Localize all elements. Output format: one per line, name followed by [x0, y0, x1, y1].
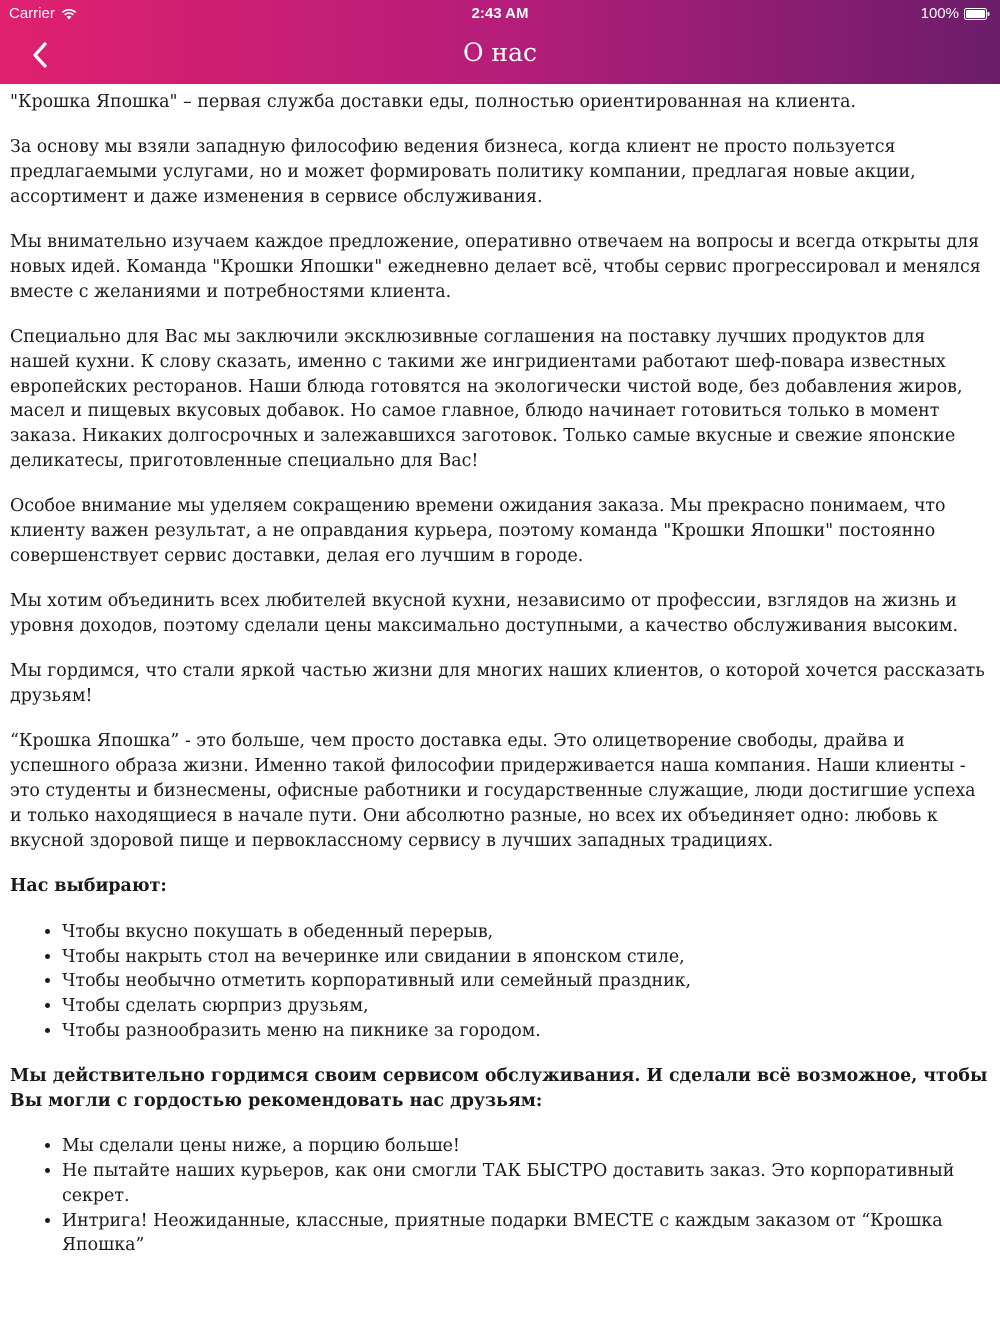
choose-heading: Нас выбирают: — [10, 875, 167, 896]
status-time: 2:43 AM — [471, 5, 529, 22]
list-item: • Чтобы сделать сюрприз друзьям, — [62, 994, 988, 1019]
paragraph-products: Специально для Вас мы заключили эксклюзивные соглашения на поставку лучших продуктов для нашей кухни. К слову сказать, именно с такими же ингридиентами работают шеф-повара известных европейских ресторанов. Наши блюда готовятся на экологически чистой воде, без добавления жиров, масел и пищевых вкусовых добавок. Но самое главное, блюдо начинает готовиться только в момент заказа. Никаких долгосрочных и залежавшихся заготовок. Только самые вкусные и свежие японские деликатесы, приготовленные специально для Вас! — [10, 327, 963, 472]
battery-info — [921, 5, 990, 22]
list-item: • Чтобы разнообразить меню на пикнике за городом. — [62, 1019, 988, 1044]
list-item: • Чтобы вкусно покушать в обеденный перерыв, — [62, 920, 988, 945]
paragraph-philosophy: За основу мы взяли западную философию ведения бизнеса, когда клиент не просто пользуется предлагаемыми услугами, но и может формировать политику компании, предлагая новые акции, ассортимент и даже изменения в сервисе обслуживания. — [10, 137, 916, 207]
paragraph-intro: "Крошка Япошка" – первая служба доставки еды, полностью ориентированная на клиента. — [10, 92, 857, 112]
proud-heading: Мы действительно гордимся своим сервисом обслуживания. И сделали всё возможное, чтобы Вы могли с гордостью рекомендовать нас друзьям: — [10, 1065, 988, 1111]
paragraph-ideas: Мы внимательно изучаем каждое предложение, оперативно отвечаем на вопросы и всегда открыты для новых идей. Команда "Крошки Япошки" ежедневно делает всё, чтобы сервис прогрессировал и менялся вместе с желаниями и потребностями клиента. — [10, 232, 981, 302]
list-item: • Чтобы необычно отметить корпоративный или семейный праздник, — [62, 969, 988, 994]
paragraph-delivery-time: Особое внимание мы уделяем сокращению времени ожидания заказа. Мы прекрасно понимаем, что клиенту важен результат, а не оправдания курьера, поэтому команда "Крошки Япошки" постоянно совершенствует сервис доставки, делая его лучшим в городе. — [10, 496, 946, 566]
paragraph-lifestyle: “Крошка Япошка” - это больше, чем просто доставка еды. Это олицетворение свободы, драйва и успешного образа жизни. Именно такой философии придерживается наша компания. Наши клиенты - это студенты и бизнесмены, офисные работники и государственные служащие, люди достигшие успеха и только находящиеся в начале пути. Они абсолютно разные, но всех их объединяет одно: любовь к вкусной здоровой пище и первоклассному сервису в лучших западных традициях. — [10, 731, 976, 851]
app-header — [0, 0, 1000, 84]
list-item: • Не пытайте наших курьеров, как они смогли ТАК БЫСТРО доставить заказ. Это корпоративный секрет. — [62, 1159, 988, 1209]
battery-icon — [964, 8, 990, 20]
proud-list — [10, 1134, 988, 1258]
about-content — [0, 84, 1000, 1258]
page-title: О нас — [462, 38, 537, 67]
paragraph-pride: Мы гордимся, что стали яркой частью жизни для многих наших клиентов, о которой хочется рассказать друзьям! — [10, 661, 985, 707]
paragraph-prices: Мы хотим объединить всех любителей вкусной кухни, независимо от профессии, взглядов на жизнь и уровня доходов, поэтому сделали цены максимально доступными, а качество обслуживания высоким. — [10, 591, 959, 637]
navigation-bar — [0, 28, 1000, 84]
battery-label: 100% — [920, 5, 959, 22]
choose-list — [10, 920, 988, 1044]
status-bar — [0, 0, 1000, 28]
carrier-label: Carrier — [9, 5, 55, 22]
list-item: • Чтобы накрыть стол на вечеринке или свидании в японском стиле, — [62, 945, 988, 970]
list-item: • Интрига! Неожиданные, классные, приятные подарки ВМЕСТЕ с каждым заказом от “Крошка Япошка” — [62, 1209, 988, 1259]
list-item: • Мы сделали цены ниже, а порцию больше! — [62, 1134, 988, 1159]
